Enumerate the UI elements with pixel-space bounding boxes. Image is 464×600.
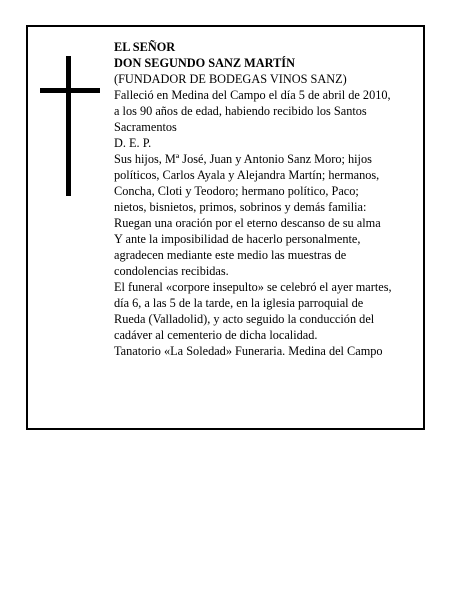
cross-vertical-bar (66, 56, 71, 196)
cross-icon (40, 56, 100, 196)
family-line: Sus hijos, Mª José, Juan y Antonio Sanz Moro; hijos (114, 152, 372, 166)
family-line: Concha, Cloti y Teodoro; hermano político, Paco; (114, 184, 359, 198)
obituary-notice (26, 25, 425, 430)
funeral-line: cadáver al cementerio de dicha localidad. (114, 328, 318, 342)
funeral-line: día 6, a las 5 de la tarde, en la iglesia parroquial de (114, 296, 364, 310)
death-line: Sacramentos (114, 120, 177, 134)
deceased-role: (FUNDADOR DE BODEGAS VINOS SANZ) (114, 72, 347, 86)
thanks-line: condolencias recibidas. (114, 264, 229, 278)
death-line: Falleció en Medina del Campo el día 5 de abril de 2010, (114, 88, 391, 102)
obituary-text (114, 39, 426, 359)
family-line: nietos, bisnietos, primos, sobrinos y demás familia: (114, 200, 367, 214)
family-line: políticos, Carlos Ayala y Alejandra Martín; hermanos, (114, 168, 380, 182)
prayer-line: Ruegan una oración por el eterno descanso de su alma (114, 216, 381, 230)
funeral-line: Rueda (Valladolid), y acto seguido la conducción del (114, 312, 375, 326)
death-line: a los 90 años de edad, habiendo recibido los Santos (114, 104, 367, 118)
funeral-home-line: Tanatorio «La Soledad» Funeraria. Medina del Campo (114, 344, 383, 358)
thanks-line: Y ante la imposibilidad de hacerlo personalmente, (114, 232, 361, 246)
deceased-name: DON SEGUNDO SANZ MARTÍN (114, 56, 295, 70)
rip-line: D. E. P. (114, 136, 152, 150)
thanks-line: agradecen mediante este medio las muestras de (114, 248, 347, 262)
title-line: EL SEÑOR (114, 40, 176, 54)
cross-horizontal-bar (40, 88, 100, 93)
funeral-line: El funeral «corpore insepulto» se celebró el ayer martes, (114, 280, 392, 294)
